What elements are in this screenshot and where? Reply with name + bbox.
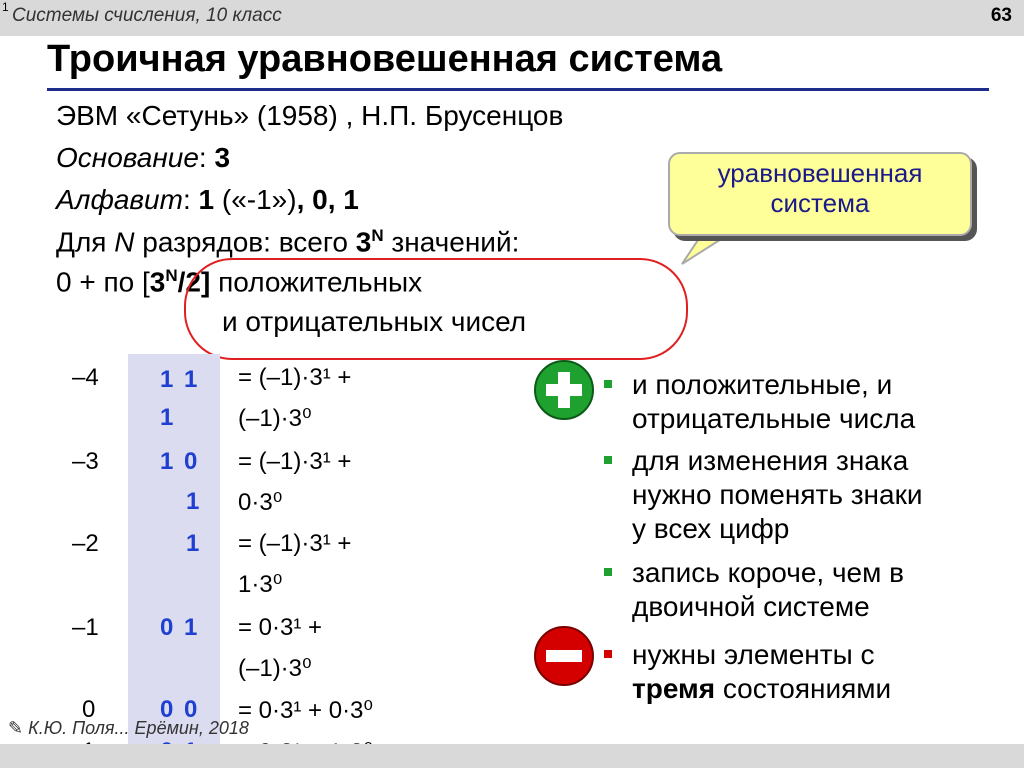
minus-glyph (536, 628, 592, 684)
digits-count-pre: Для (56, 226, 115, 258)
base-value: 3 (214, 142, 231, 173)
pros-line: отрицательные числа (632, 403, 916, 434)
bullet-square (604, 380, 612, 388)
digits-count-mid: разрядов: всего (134, 226, 356, 258)
alphabet-rest: , 0, 1 (296, 184, 359, 215)
slide-title: Троичная уравновешенная система (47, 38, 723, 80)
table-row-expansion-cont: (–1)·3⁰ (238, 405, 312, 432)
table-row-digits-cont: 1 (160, 404, 176, 431)
callout-line-1: уравновешенная (717, 158, 923, 188)
pros-line: нужно поменять знаки (632, 479, 923, 510)
digits-count-var: N (114, 226, 135, 258)
plus-glyph (536, 362, 592, 418)
table-row-number: –3 (72, 448, 99, 475)
cons-bold: тремя (632, 673, 716, 704)
digits-count-base: 3 (355, 226, 372, 258)
section-title: Системы счисления, 10 класс (12, 5, 282, 26)
negative-numbers-line: и отрицательных чисел (222, 306, 527, 337)
title-underline (47, 88, 989, 91)
split-div: /2] (177, 266, 211, 298)
table-row-expansion: = 0·3¹ + 0·3⁰ (238, 697, 374, 724)
table-row-digits: 0 0 (160, 696, 200, 723)
table-row-expansion-cont: 1·3⁰ (238, 571, 283, 598)
list-item (632, 444, 922, 546)
footer (8, 718, 249, 739)
bullet-square (604, 568, 612, 576)
pros-line: для изменения знака (632, 445, 909, 476)
list-item (632, 368, 915, 436)
pros-line: двоичной системе (632, 591, 870, 622)
split-pre: 0 + по [ (56, 266, 150, 298)
minus-circle-icon (534, 626, 594, 686)
alphabet-label: Алфавит (56, 184, 183, 215)
pros-line: запись короче, чем в (632, 557, 905, 588)
alphabet-minus-one: 1 (198, 184, 215, 215)
plus-circle-icon (534, 360, 594, 420)
callout-text (668, 158, 972, 218)
split-base: 3 (149, 266, 166, 298)
table-row-expansion: = (–1)·3¹ + (238, 530, 352, 557)
digits-count-exp: N (371, 226, 384, 245)
list-item (632, 638, 891, 706)
pen-icon: ✎ (8, 718, 24, 738)
alphabet-minus-note: («-1») (214, 184, 297, 215)
cons-post: состояниями (715, 673, 892, 704)
footer-bar (0, 744, 1024, 768)
page-number: 63 (990, 5, 1012, 26)
digits-count-line (56, 226, 519, 258)
base-label: Основание (56, 142, 199, 173)
footer-text: К.Ю. Поля... Ерёмин, 2018 (28, 718, 249, 738)
split-exp: N (165, 266, 178, 285)
table-row-number: 0 (82, 696, 96, 723)
table-row-digits: 1 0 (160, 448, 200, 475)
bullet-square (604, 650, 612, 658)
list-item (632, 556, 904, 624)
alphabet-line: Алфавит: 1 («-1»), 0, 1 (56, 184, 359, 215)
table-row-number: –4 (72, 364, 99, 391)
computer-info-line: ЭВМ «Сетунь» (1958) , Н.П. Брусенцов (56, 100, 564, 131)
callout-line-2: система (770, 188, 870, 218)
table-row-digits-cont: 1 (186, 488, 202, 515)
table-row-digits: 1 (186, 530, 202, 557)
split-post: положительных (210, 266, 423, 298)
table-row-expansion: = (–1)·3¹ + (238, 448, 352, 475)
highlight-oval (184, 258, 688, 360)
table-row-expansion-cont: (–1)·3⁰ (238, 655, 312, 682)
base-line: Основание: 3 (56, 142, 231, 173)
bullet-square (604, 456, 612, 464)
table-row-number: –2 (72, 530, 99, 557)
table-row-expansion-cont: 0·3⁰ (238, 489, 283, 516)
table-row-expansion: = 0·3¹ + (238, 614, 323, 641)
digits-count-post: значений: (383, 226, 520, 258)
table-row-expansion: = (–1)·3¹ + (238, 364, 352, 391)
section-superscript: 1 (2, 0, 9, 14)
table-row-number: –1 (72, 614, 99, 641)
cons-line: нужны элементы с (632, 639, 875, 670)
pros-line: и положительные, и (632, 369, 893, 400)
pros-line: у всех цифр (632, 513, 790, 544)
table-row-digits: 1 1 (160, 366, 200, 393)
cons-line (632, 672, 891, 706)
table-row-digits: 0 1 (160, 614, 200, 641)
